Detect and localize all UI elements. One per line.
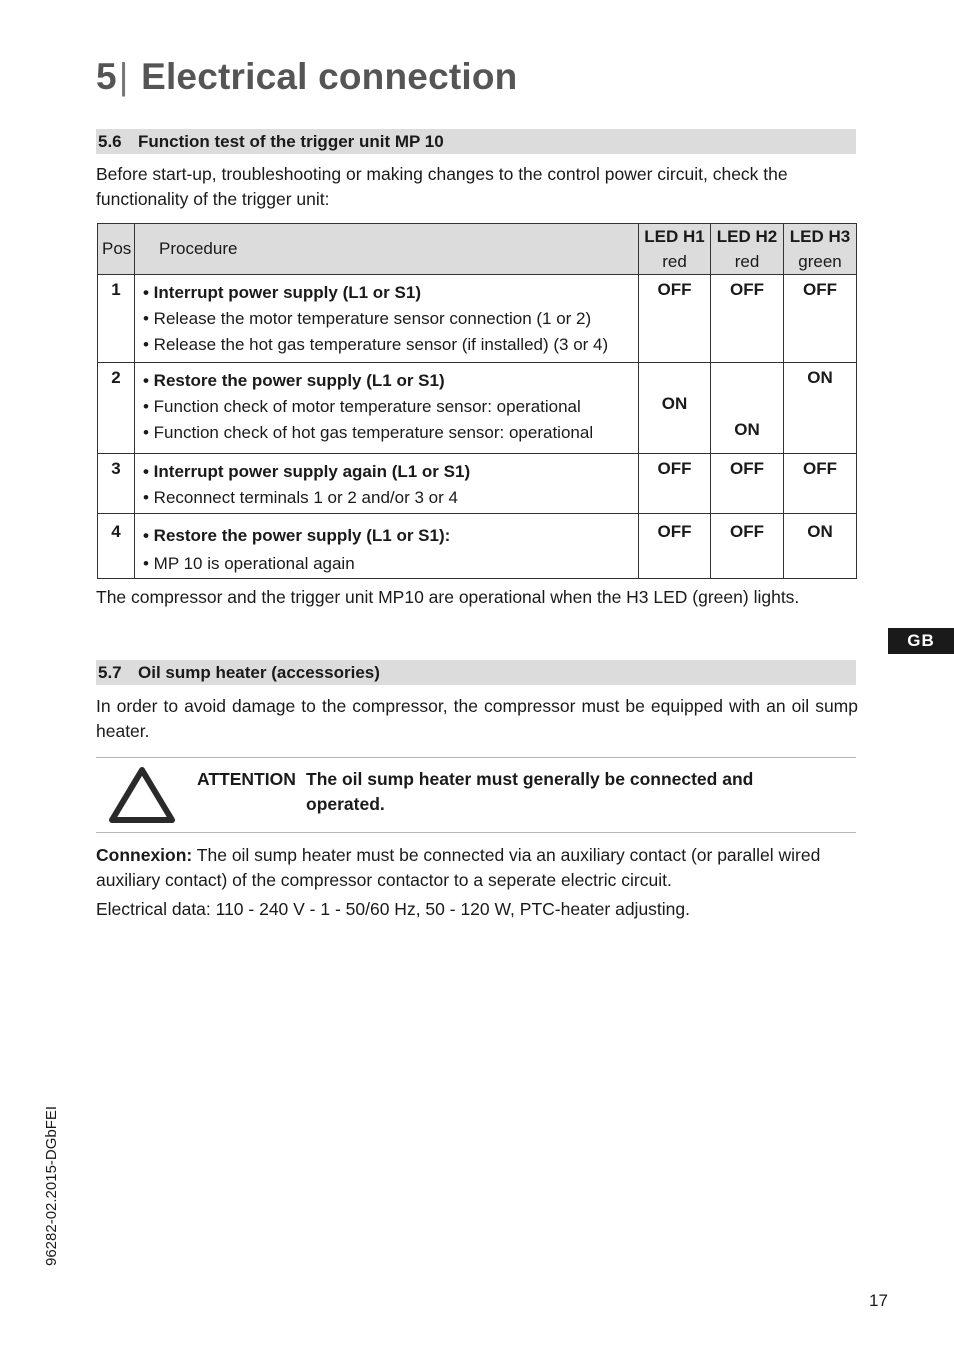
connexion-text: The oil sump heater must be connected via an auxiliary contact (or parallel wired auxiliary contact) of the compressor contactor to a seperate electric circuit. — [96, 845, 821, 890]
section-number: 5.6 — [98, 132, 122, 151]
section-5-7-intro: In order to avoid damage to the compressor, the compressor must be equipped with an oil sump heater. — [96, 696, 858, 741]
language-tab: GB — [888, 628, 954, 654]
header-led-h1-label: LED H1 — [644, 227, 705, 246]
procedure-step: • Restore the power supply (L1 or S1): — [143, 526, 451, 545]
connexion-paragraph — [96, 843, 858, 893]
led-h1-value: OFF — [657, 280, 692, 299]
header-led-h3-color: green — [798, 252, 842, 271]
procedure-step: • MP 10 is operational again — [143, 554, 355, 573]
row-procedure — [135, 363, 639, 454]
table-footnote: The compressor and the trigger unit MP10 are operational when the H3 LED (green) lights. — [96, 587, 800, 607]
warning-triangle-icon — [108, 766, 176, 824]
led-h1-state — [639, 363, 711, 454]
led-h3-value: OFF — [803, 459, 837, 478]
led-h1-value: OFF — [657, 459, 692, 478]
led-h2-value: ON — [734, 420, 760, 439]
row-procedure — [135, 454, 639, 514]
header-led-h3-label: LED H3 — [789, 227, 851, 246]
section-title: Function test of the trigger unit MP 10 — [138, 132, 444, 151]
procedure-step: • Interrupt power supply again (L1 or S1) — [143, 462, 471, 481]
procedure-step: • Release the hot gas temperature sensor (if installed) (3 or 4) — [143, 335, 609, 354]
attention-label: ATTENTION — [197, 769, 296, 789]
header-pos: Pos — [98, 224, 135, 275]
led-h3-value: ON — [807, 368, 833, 387]
attention-top-rule — [96, 757, 856, 758]
section-heading-5-7 — [96, 660, 856, 685]
led-h3-state — [784, 363, 857, 454]
header-led-h1-color: red — [662, 252, 687, 271]
row-pos: 2 — [98, 363, 135, 454]
table-row — [98, 454, 857, 514]
table-header-row — [98, 224, 857, 275]
procedure-step: • Interrupt power supply (L1 or S1) — [143, 283, 421, 302]
led-h2-value: OFF — [730, 280, 764, 299]
led-h1-state — [639, 514, 711, 579]
document-code: 96282-02.2015-DGbFEI — [43, 1105, 60, 1266]
led-h3-value: OFF — [803, 280, 837, 299]
attention-bottom-rule — [96, 832, 856, 833]
section-heading-5-6 — [96, 129, 856, 154]
section-5-6-intro: Before start-up, troubleshooting or making changes to the control power circuit, check the functionality of the trigger unit: — [96, 164, 788, 209]
row-pos: 4 — [98, 514, 135, 579]
led-h2-state — [711, 275, 784, 363]
led-h3-state — [784, 454, 857, 514]
header-led-h2-label: LED H2 — [716, 227, 778, 246]
led-h1-state — [639, 454, 711, 514]
chapter-number: 5 — [96, 56, 117, 97]
led-h1-value: OFF — [657, 522, 692, 541]
procedure-step: • Release the motor temperature sensor connection (1 or 2) — [143, 309, 592, 328]
procedure-step: • Function check of motor temperature sensor: operational — [143, 397, 581, 416]
table-row — [98, 514, 857, 579]
electrical-data: Electrical data: 110 - 240 V - 1 - 50/60 Hz, 50 - 120 W, PTC-heater adjusting. — [96, 899, 691, 919]
led-h3-state — [784, 275, 857, 363]
led-h3-state — [784, 514, 857, 579]
led-h1-value: ON — [661, 394, 688, 413]
chapter-separator: | — [118, 56, 129, 97]
led-h2-state — [711, 514, 784, 579]
row-procedure — [135, 514, 639, 579]
section-number: 5.7 — [98, 663, 122, 682]
connexion-label: Connexion: — [96, 845, 193, 865]
header-led-h3 — [784, 224, 857, 275]
procedure-step: • Reconnect terminals 1 or 2 and/or 3 or 4 — [143, 488, 458, 507]
chapter-title — [96, 56, 517, 98]
table-row — [98, 363, 857, 454]
led-h2-value: OFF — [730, 522, 764, 541]
row-pos: 1 — [98, 275, 135, 363]
led-h1-state — [639, 275, 711, 363]
led-h2-state — [711, 363, 784, 454]
led-h3-value: ON — [807, 522, 833, 541]
table-row — [98, 275, 857, 363]
led-h2-value: OFF — [730, 459, 764, 478]
page-number: 17 — [869, 1291, 888, 1310]
header-led-h1 — [639, 224, 711, 275]
attention-text: The oil sump heater must generally be connected and operated. — [306, 769, 754, 814]
procedure-step: • Restore the power supply (L1 or S1) — [143, 371, 445, 390]
chapter-title-text: Electrical connection — [141, 56, 518, 97]
row-pos: 3 — [98, 454, 135, 514]
row-procedure — [135, 275, 639, 363]
header-led-h2-color: red — [734, 252, 760, 271]
section-title: Oil sump heater (accessories) — [138, 663, 380, 682]
header-led-h2 — [711, 224, 784, 275]
led-h2-state — [711, 454, 784, 514]
function-test-table — [97, 223, 857, 579]
procedure-step: • Function check of hot gas temperature sensor: operational — [143, 423, 594, 442]
header-procedure: Procedure — [135, 224, 639, 275]
